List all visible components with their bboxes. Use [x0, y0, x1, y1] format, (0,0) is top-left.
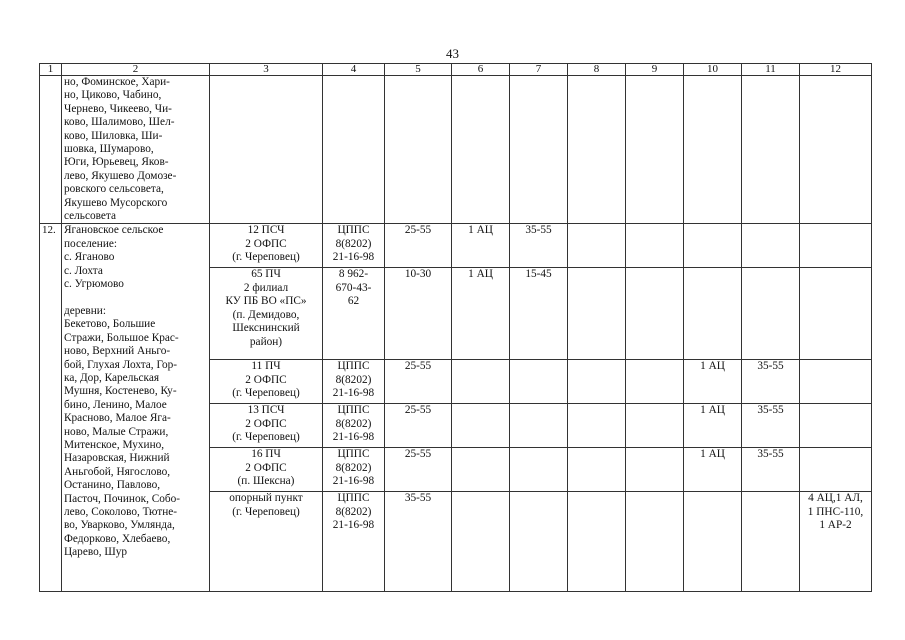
text-line: 670-43-	[335, 281, 372, 294]
continuation-row	[40, 76, 872, 224]
text-line: бой, Глухая Лохта, Гор-	[64, 358, 178, 371]
column-number-cell: 12	[800, 64, 872, 76]
text-line: (п. Шексна)	[237, 475, 295, 488]
text-line: лево, Соколово, Тютне-	[64, 505, 178, 518]
reserve-equipment-cell	[800, 492, 872, 592]
vehicles-cell	[452, 492, 510, 592]
contact-cell	[323, 492, 385, 592]
text-line: Стражи, Большое Крас-	[64, 331, 179, 344]
text-line: 1 ПНС-110,	[807, 505, 864, 518]
text-line: Останино, Павлово,	[64, 479, 161, 492]
reserve-equipment-cell	[800, 224, 872, 268]
text-line: бино, Ленино, Малое	[64, 398, 167, 411]
text-line: (г. Череповец)	[232, 505, 300, 518]
reserve-equipment-cell	[800, 404, 872, 448]
arrival-time-cell: 25-55	[385, 404, 452, 448]
text-line: Царево, Шур	[64, 546, 128, 559]
column-number-cell: 6	[452, 64, 510, 76]
fire-unit-cell	[210, 268, 323, 360]
vehicles-cell	[684, 492, 742, 592]
text-line: 4 АЦ,1 АЛ,	[808, 492, 863, 505]
text-line: лево, Якушево Домозе-	[64, 169, 177, 182]
spacer	[64, 292, 207, 305]
empty-cell	[568, 404, 626, 448]
text-line: 13 ПСЧ	[247, 404, 285, 417]
text-line: 8 962-	[338, 268, 369, 281]
unit-row	[40, 224, 872, 268]
column-number-row	[40, 64, 872, 76]
column-number-cell: 8	[568, 64, 626, 76]
reserve-equipment-cell	[800, 268, 872, 360]
continuation-villages-cell	[62, 76, 210, 224]
column-number-cell: 1	[40, 64, 62, 76]
empty-cell	[684, 76, 742, 224]
arrival-time-cell: 35-55	[510, 224, 568, 268]
text-line: Якушево Мусорского	[64, 196, 168, 209]
vehicles-cell	[452, 448, 510, 492]
text-line: но, Циково, Чабино,	[64, 89, 162, 102]
empty-cell	[568, 224, 626, 268]
text-line: район)	[249, 335, 283, 348]
text-line: 62	[347, 295, 360, 308]
arrival-time-cell: 25-55	[385, 360, 452, 404]
arrival-time-cell: 10-30	[385, 268, 452, 360]
empty-cell	[568, 76, 626, 224]
text-line: 21-16-98	[332, 387, 375, 400]
empty-cell	[40, 76, 62, 224]
empty-cell	[626, 224, 684, 268]
vehicles-cell: 1 АЦ	[684, 404, 742, 448]
text-line: ЦППС	[337, 492, 370, 505]
text-line: 21-16-98	[332, 431, 375, 444]
arrival-time-cell: 35-55	[742, 404, 800, 448]
arrival-time-cell	[742, 492, 800, 592]
text-line: ЦППС	[337, 448, 370, 461]
text-line: 2 филиал	[243, 281, 289, 294]
empty-cell	[323, 76, 385, 224]
arrival-time-cell: 35-55	[742, 360, 800, 404]
column-number-cell: 5	[385, 64, 452, 76]
text-line: ново, Верхний Аньго-	[64, 345, 171, 358]
text-line: (г. Череповец)	[232, 387, 300, 400]
text-line: во, Уварково, Умляндa,	[64, 519, 175, 532]
arrival-time-cell	[510, 448, 568, 492]
text-line: (г. Череповец)	[232, 251, 300, 264]
text-line: ЦППС	[337, 404, 370, 417]
text-line: с. Угрюмово	[64, 278, 124, 291]
text-line: 65 ПЧ	[251, 268, 281, 281]
fire-unit-cell	[210, 224, 323, 268]
fire-unit-cell	[210, 404, 323, 448]
text-line: Чернево, Чикеево, Чи-	[64, 102, 172, 115]
reserve-equipment-cell	[800, 360, 872, 404]
text-line: ково, Шалимово, Шел-	[64, 116, 175, 129]
vehicles-cell	[452, 360, 510, 404]
arrival-time-cell: 35-55	[742, 448, 800, 492]
empty-cell	[800, 76, 872, 224]
empty-cell	[742, 76, 800, 224]
arrival-time-cell	[510, 492, 568, 592]
text-line: Бекетово, Большие	[64, 318, 156, 331]
contact-cell	[323, 224, 385, 268]
contact-cell	[323, 404, 385, 448]
text-line: Ягановское сельское	[64, 224, 164, 237]
arrival-time-cell: 25-55	[385, 448, 452, 492]
empty-cell	[626, 448, 684, 492]
vehicles-cell	[684, 224, 742, 268]
vehicles-cell	[452, 404, 510, 448]
text-line: 21-16-98	[332, 519, 375, 532]
text-line: (г. Череповец)	[232, 431, 300, 444]
column-number-cell: 11	[742, 64, 800, 76]
page-number: 43	[446, 46, 459, 61]
text-line: 2 ОФПС	[245, 461, 287, 474]
text-line: Назаровская, Нижний	[64, 452, 170, 465]
empty-cell	[626, 492, 684, 592]
text-line: Митенское, Мухино,	[64, 438, 165, 451]
text-line: ЦППС	[337, 224, 370, 237]
empty-cell	[452, 76, 510, 224]
fire-coverage-table	[39, 63, 872, 592]
settlement-cell	[62, 224, 210, 592]
text-line: ка, Дор, Карельская	[64, 371, 160, 384]
empty-cell	[210, 76, 323, 224]
contact-cell	[323, 360, 385, 404]
text-line: 12 ПСЧ	[247, 224, 285, 237]
text-line: ровского сельсовета,	[64, 183, 164, 196]
empty-cell	[626, 404, 684, 448]
contact-cell	[323, 448, 385, 492]
column-number-cell: 10	[684, 64, 742, 76]
text-line: 11 ПЧ	[251, 360, 281, 373]
text-line: поселение:	[64, 237, 118, 250]
vehicles-cell	[684, 268, 742, 360]
text-line: сельсовета	[64, 210, 116, 223]
text-line: Мушня, Костенево, Ку-	[64, 385, 177, 398]
text-line: Федорково, Хлебаево,	[64, 532, 171, 545]
text-line: 8(8202)	[335, 505, 372, 518]
fire-unit-cell	[210, 492, 323, 592]
arrival-time-cell: 15-45	[510, 268, 568, 360]
arrival-time-cell	[742, 224, 800, 268]
empty-cell	[510, 76, 568, 224]
empty-cell	[626, 360, 684, 404]
text-line: Шекснинский	[232, 322, 300, 335]
fire-unit-cell	[210, 360, 323, 404]
text-line: 8(8202)	[335, 417, 372, 430]
text-line: Пасточ, Починок, Собо-	[64, 492, 181, 505]
row-number: 12.	[40, 224, 62, 592]
contact-cell	[323, 268, 385, 360]
text-line: деревни:	[64, 304, 106, 317]
empty-cell	[626, 76, 684, 224]
arrival-time-cell	[510, 360, 568, 404]
text-line: КУ ПБ ВО «ПС»	[225, 295, 307, 308]
text-line: 2 ОФПС	[245, 237, 287, 250]
fire-unit-cell	[210, 448, 323, 492]
text-line: 8(8202)	[335, 373, 372, 386]
empty-cell	[568, 448, 626, 492]
empty-cell	[568, 360, 626, 404]
text-line: с. Лохта	[64, 264, 103, 277]
arrival-time-cell	[742, 268, 800, 360]
text-line: 2 ОФПС	[245, 417, 287, 430]
empty-cell	[568, 268, 626, 360]
text-line: (п. Демидово,	[232, 308, 300, 321]
vehicles-cell: 1 АЦ	[452, 268, 510, 360]
column-number-cell: 4	[323, 64, 385, 76]
text-line: ково, Шиловка, Ши-	[64, 129, 163, 142]
empty-cell	[568, 492, 626, 592]
text-line: 21-16-98	[332, 251, 375, 264]
text-line: ново, Малые Стражи,	[64, 425, 169, 438]
text-line: 16 ПЧ	[251, 448, 281, 461]
vehicles-cell: 1 АЦ	[684, 360, 742, 404]
text-line: 21-16-98	[332, 475, 375, 488]
text-line: с. Яганово	[64, 251, 115, 264]
column-number-cell: 7	[510, 64, 568, 76]
text-line: 1 АР-2	[819, 519, 852, 532]
text-line: шовка, Шумарово,	[64, 143, 154, 156]
text-line: опорный пункт	[229, 492, 303, 505]
vehicles-cell: 1 АЦ	[684, 448, 742, 492]
text-line: 8(8202)	[335, 461, 372, 474]
arrival-time-cell	[510, 404, 568, 448]
text-line: Юги, Юрьевец, Яков-	[64, 156, 169, 169]
column-number-cell: 3	[210, 64, 323, 76]
reserve-equipment-cell	[800, 448, 872, 492]
vehicles-cell: 1 АЦ	[452, 224, 510, 268]
arrival-time-cell: 25-55	[385, 224, 452, 268]
column-number-cell: 2	[62, 64, 210, 76]
text-line: ЦППС	[337, 360, 370, 373]
text-line: 2 ОФПС	[245, 373, 287, 386]
text-line: 8(8202)	[335, 237, 372, 250]
arrival-time-cell: 35-55	[385, 492, 452, 592]
empty-cell	[385, 76, 452, 224]
empty-cell	[626, 268, 684, 360]
text-line: Аньгобой, Нягослово,	[64, 465, 171, 478]
text-line: но, Фоминское, Хари-	[64, 76, 170, 88]
text-line: Красново, Малое Яга-	[64, 412, 171, 425]
column-number-cell: 9	[626, 64, 684, 76]
